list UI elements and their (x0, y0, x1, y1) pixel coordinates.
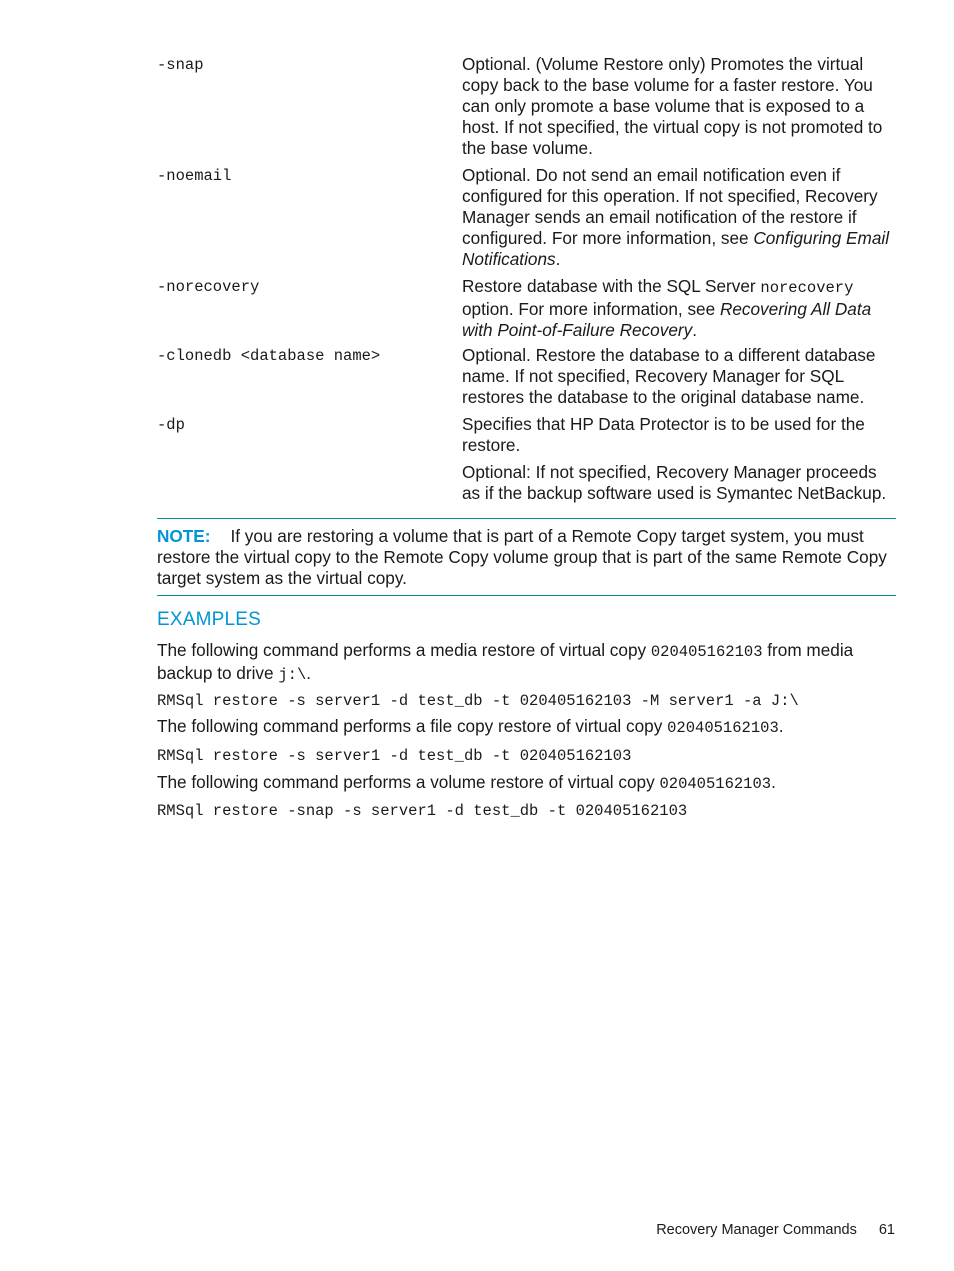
text: Restore database with the SQL Server (462, 276, 761, 296)
footer-section-title: Recovery Manager Commands (656, 1222, 857, 1238)
example-3-command: RMSql restore -snap -s server1 -d test_db -t 020405162103 (157, 802, 688, 820)
example-1-command: RMSql restore -s server1 -d test_db -t 020405162103 -M server1 -a J:\ (157, 692, 799, 710)
text: option. For more information, see (462, 299, 720, 319)
note-bottom-rule (157, 595, 896, 596)
option-description-paragraph (462, 54, 897, 159)
text: . (771, 772, 776, 792)
option-name: -snap (157, 56, 204, 74)
option-row-noemail (157, 165, 897, 276)
text: from media backup to drive (157, 640, 854, 683)
text: . (778, 716, 784, 736)
option-row-dp (157, 414, 897, 504)
option-description (462, 165, 897, 270)
code-virtual-copy: 020405162103 (650, 643, 763, 661)
page-number: 61 (878, 1222, 895, 1238)
option-description (462, 345, 897, 408)
text: The following command performs a volume restore of virtual copy (157, 772, 660, 792)
text: Optional: If not specified, Recovery Manager proceeds as if the backup software used is Symantec NetBackup. (462, 462, 887, 503)
option-name: -norecovery (157, 278, 260, 296)
text: The following command performs a media restore of virtual copy (157, 640, 651, 660)
example-2-description (157, 716, 897, 739)
note-top-rule (157, 518, 896, 519)
option-row-snap (157, 54, 897, 165)
option-description-paragraph (462, 345, 897, 408)
inline-code: norecovery (760, 279, 854, 297)
example-3-description (157, 772, 897, 795)
examples-heading: EXAMPLES (157, 609, 262, 630)
option-description-paragraph (462, 414, 897, 456)
code-virtual-copy: 020405162103 (667, 719, 779, 737)
option-description-paragraph (462, 165, 897, 270)
text: Optional. Restore the database to a different database name. If not specified, Recovery Manager for SQL restores the database to the original database name. (462, 345, 876, 407)
text: . (306, 663, 312, 683)
code-drive: j:\ (278, 666, 307, 684)
option-description (462, 276, 897, 341)
option-row-clonedb (157, 345, 897, 414)
text: The following command performs a file copy restore of virtual copy (157, 716, 668, 736)
text: Optional. (Volume Restore only) Promotes the virtual copy back to the base volume for a faster restore. You can only promote a base volume that is exposed to a host. If not specified, the virtual copy is not promoted to the base volume. (462, 54, 883, 158)
cross-reference: Configuring Email Notifications (462, 228, 890, 269)
note-label: NOTE: (157, 526, 211, 546)
note-box (157, 526, 897, 589)
option-name: -clonedb <database name> (157, 347, 381, 365)
option-description-paragraph (462, 462, 897, 504)
option-description-paragraph (462, 276, 897, 341)
option-description (462, 54, 897, 159)
cross-reference: Recovering All Data with Point-of-Failure Recovery (462, 299, 872, 340)
options-table (157, 54, 897, 504)
code-virtual-copy: 020405162103 (659, 775, 772, 793)
option-name: -dp (157, 416, 185, 434)
text: . (692, 320, 697, 340)
example-2-command: RMSql restore -s server1 -d test_db -t 020405162103 (157, 747, 632, 765)
note-text: If you are restoring a volume that is part of a Remote Copy target system, you must restore the virtual copy to the Remote Copy volume group that is part of the same Remote Copy target system as the virtual copy. (157, 526, 887, 588)
option-row-norecovery (157, 276, 897, 345)
text: Optional. Do not send an email notification even if configured for this operation. If not specified, Recovery Manager sends an email notification of the restore if configured. For more information, see (462, 165, 878, 248)
text: Specifies that HP Data Protector is to be used for the restore. (462, 414, 865, 455)
option-name: -noemail (157, 167, 232, 185)
option-description (462, 414, 897, 504)
example-1-description (157, 640, 897, 686)
text: . (555, 249, 561, 269)
page-footer (656, 1222, 895, 1238)
